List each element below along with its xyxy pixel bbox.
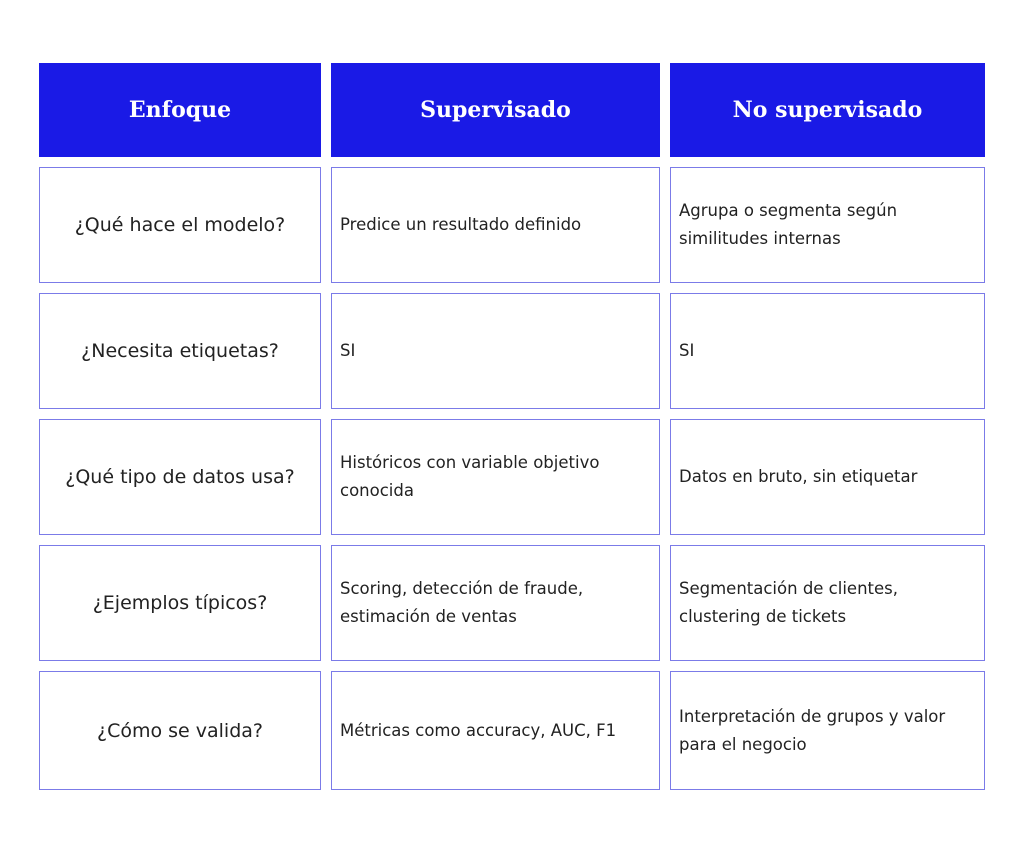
cell-text: Agrupa o segmenta según similitudes internas bbox=[679, 201, 898, 248]
header-supervisado bbox=[331, 63, 660, 157]
cell-text: Interpretación de grupos y valor para el negocio bbox=[679, 706, 946, 754]
row-question bbox=[39, 671, 321, 790]
row-question bbox=[39, 293, 321, 409]
row-question bbox=[39, 419, 321, 535]
no-supervisado-cell bbox=[670, 293, 985, 409]
question-text: ¿Qué hace el modelo? bbox=[74, 214, 286, 236]
supervisado-cell bbox=[331, 293, 660, 409]
cell-text: SI bbox=[340, 341, 356, 360]
header-no-supervisado bbox=[670, 63, 985, 157]
cell-text: Scoring, detección de fraude, estimación de ventas bbox=[340, 579, 584, 626]
cell-text: Segmentación de clientes, clustering de tickets bbox=[679, 579, 898, 626]
cell-text: Históricos con variable objetivo conocida bbox=[340, 453, 600, 500]
row-question bbox=[39, 545, 321, 661]
supervisado-cell bbox=[331, 167, 660, 283]
no-supervisado-cell bbox=[670, 671, 985, 790]
supervisado-cell bbox=[331, 671, 660, 790]
question-text: ¿Necesita etiquetas? bbox=[81, 340, 279, 362]
question-text: ¿Qué tipo de datos usa? bbox=[65, 466, 295, 488]
cell-text: Predice un resultado definido bbox=[340, 215, 582, 234]
question-text: ¿Ejemplos típicos? bbox=[92, 592, 268, 614]
cell-text: SI bbox=[679, 341, 695, 360]
header-enfoque bbox=[39, 63, 321, 157]
cell-text: Datos en bruto, sin etiquetar bbox=[679, 467, 918, 486]
header-label: Enfoque bbox=[128, 97, 232, 123]
no-supervisado-cell bbox=[670, 167, 985, 283]
no-supervisado-cell bbox=[670, 545, 985, 661]
no-supervisado-cell bbox=[670, 419, 985, 535]
header-label: No supervisado bbox=[732, 97, 923, 123]
cell-text: Métricas como accuracy, AUC, F1 bbox=[340, 720, 617, 740]
question-text: ¿Cómo se valida? bbox=[96, 719, 263, 742]
header-label: Supervisado bbox=[420, 97, 571, 123]
supervisado-cell bbox=[331, 419, 660, 535]
row-question bbox=[39, 167, 321, 283]
supervisado-cell bbox=[331, 545, 660, 661]
